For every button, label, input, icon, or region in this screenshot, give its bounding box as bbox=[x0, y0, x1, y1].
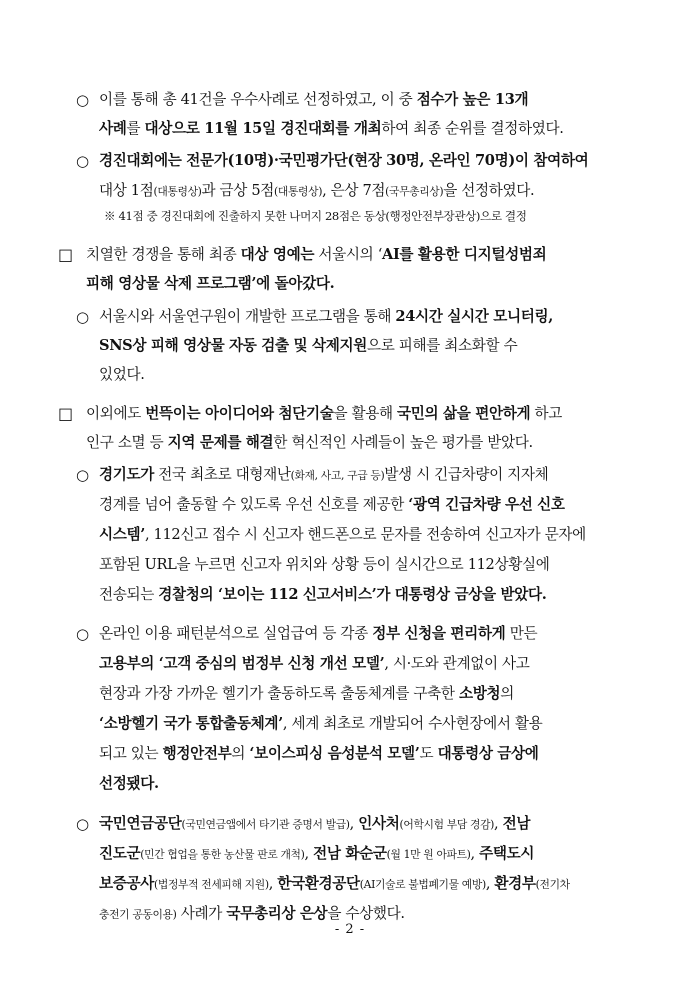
text-line: 충전기 공동이용) 사례가 국무총리상 은상을 수상했다. bbox=[99, 905, 405, 922]
footnote: ※ 41점 중 경진대회에 진출하지 못한 나머지 28점은 동상(행정안전부장관상)으로 결정 bbox=[104, 209, 527, 223]
text-line: 국민연금공단(국민연금앱에서 타기관 증명서 발급), 인사처(어학시험 부담 경감), 전남 bbox=[99, 815, 531, 832]
page-number: - 2 - bbox=[334, 922, 366, 937]
text-line: 이외에도 번뜩이는 아이디어와 첨단기술을 활용해 국민의 삶을 편안하게 하고 bbox=[86, 405, 563, 422]
text-line: 온라인 이용 패턴분석으로 실업급여 등 각종 정부 신청을 편리하게 만든 bbox=[99, 625, 538, 642]
text-line: 전송되는 경찰청의 ‘보이는 112 신고서비스’가 대통령상 금상을 받았다. bbox=[99, 586, 547, 603]
text-line: 있었다. bbox=[99, 366, 145, 383]
text-line: 고용부의 ‘고객 중심의 범정부 신청 개선 모델’, 시·도와 관계없이 사고 bbox=[99, 655, 530, 672]
text-line: 진도군(민간 협업을 통한 농산물 판로 개척), 전남 화순군(월 1만 원 아파트), 주택도시 bbox=[99, 845, 535, 862]
circle-bullet: ○ bbox=[76, 308, 90, 326]
square-bullet: □ bbox=[58, 404, 74, 423]
text-line: 시스템’, 112신고 접수 시 신고자 핸드폰으로 문자를 전송하여 신고자가 문자에 bbox=[99, 526, 586, 543]
text-line: 현장과 가장 가까운 헬기가 출동하도록 출동체계를 구축한 소방청의 bbox=[99, 685, 514, 702]
text-line: 경계를 넘어 출동할 수 있도록 우선 신호를 제공한 ‘광역 긴급차량 우선 신호 bbox=[99, 496, 565, 513]
text-line: 이를 통해 총 41건을 우수사례로 선정하였고, 이 중 점수가 높은 13개 bbox=[99, 91, 529, 108]
text-line: 되고 있는 행정안전부의 ‘보이스피싱 음성분석 모델’도 대통령상 금상에 bbox=[99, 745, 539, 762]
text-line: 경기도가 전국 최초로 대형재난(화재, 사고, 구급 등)발생 시 긴급차량이 지자체 bbox=[99, 466, 549, 483]
text-line: 보증공사(법정부적 전세피해 지원), 한국환경공단(AI기술로 불법폐기물 예방), 환경부(전기차 bbox=[99, 875, 570, 892]
text-line: 피해 영상물 삭제 프로그램’에 돌아갔다. bbox=[86, 275, 335, 292]
text-line: 서울시와 서울연구원이 개발한 프로그램을 통해 24시간 실시간 모니터링, bbox=[99, 308, 553, 325]
circle-bullet: ○ bbox=[76, 152, 90, 170]
text-line: 사례를 대상으로 11월 15일 경진대회를 개최하여 최종 순위를 결정하였다. bbox=[99, 120, 564, 137]
square-bullet: □ bbox=[58, 245, 74, 264]
text-line: ‘소방헬기 국가 통합출동체계’, 세계 최초로 개발되어 수사현장에서 활용 bbox=[99, 715, 543, 732]
circle-bullet: ○ bbox=[76, 815, 90, 833]
text-line: SNS상 피해 영상물 자동 검출 및 삭제지원으로 피해를 최소화할 수 bbox=[99, 337, 518, 354]
circle-bullet: ○ bbox=[76, 466, 90, 484]
circle-bullet: ○ bbox=[76, 91, 90, 109]
circle-bullet: ○ bbox=[76, 625, 90, 643]
text-line: 인구 소멸 등 지역 문제를 해결한 혁신적인 사례들이 높은 평가를 받았다. bbox=[86, 434, 533, 451]
text-line: 포함된 URL을 누르면 신고자 위치와 상황 등이 실시간으로 112상황실에 bbox=[99, 556, 550, 573]
text-line: 대상 1점(대통령상)과 금상 5점(대통령상), 은상 7점(국무총리상)을 선정하였다. bbox=[99, 182, 535, 199]
text-line: 선정됐다. bbox=[99, 775, 159, 792]
text-line: 경진대회에는 전문가(10명)·국민평가단(현장 30명, 온라인 70명)이 참여하여 bbox=[99, 152, 589, 169]
text-line: 치열한 경쟁을 통해 최종 대상 영예는 서울시의 ‘AI를 활용한 디지털성범죄 bbox=[86, 246, 547, 263]
